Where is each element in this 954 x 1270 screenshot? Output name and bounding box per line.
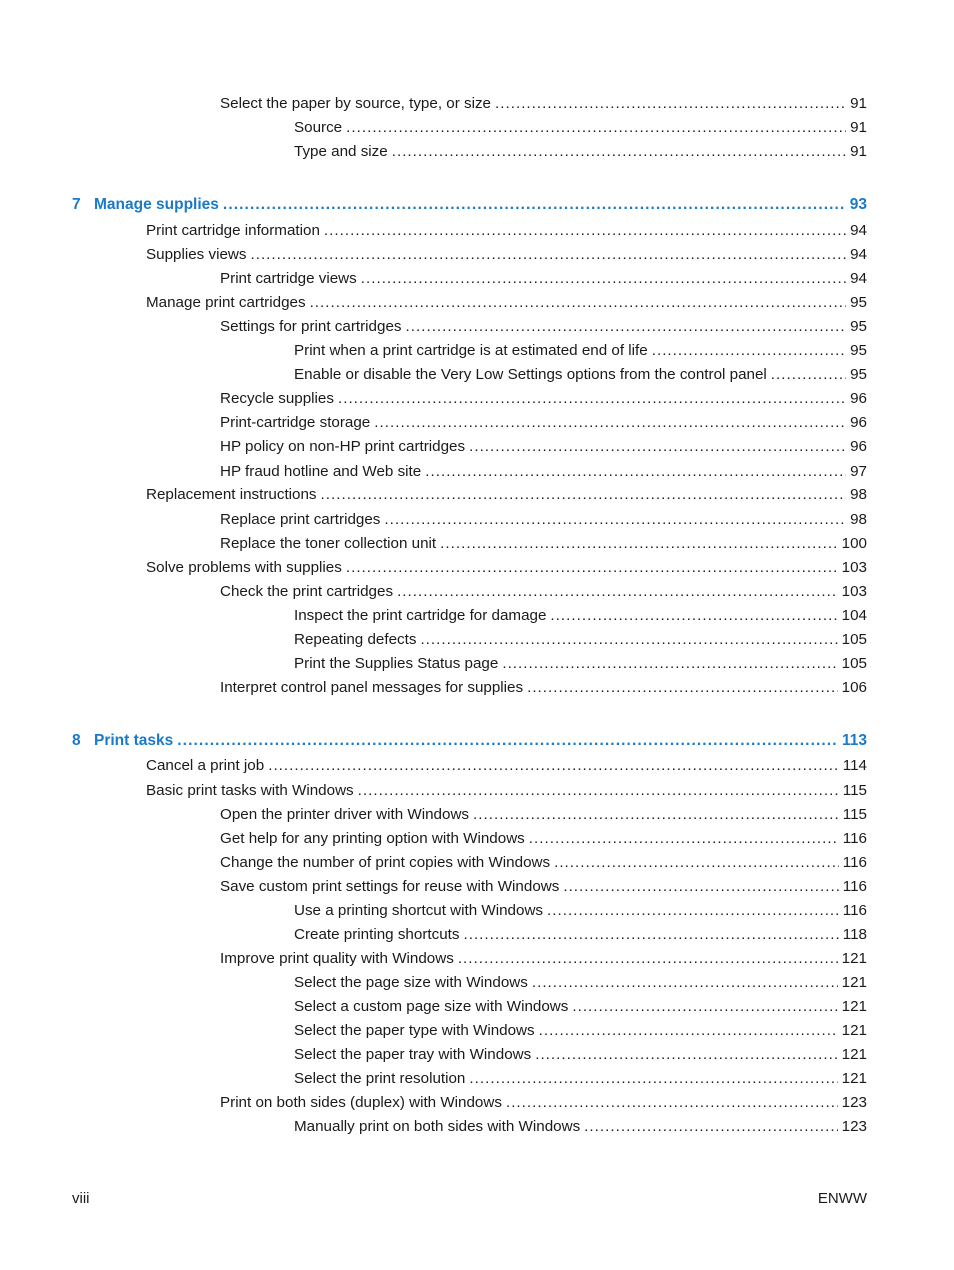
toc-chapter-entry[interactable] [72,194,867,216]
dot-leader [358,780,839,802]
dot-leader [397,581,838,603]
dot-leader [177,730,838,752]
toc-page-number: 95 [850,366,867,383]
toc-entry-title: Repeating defects [294,631,417,648]
toc-page-number: 105 [841,631,867,648]
toc-entry-title: Save custom print settings for reuse with Windows [220,878,560,895]
toc-entry-title: Print cartridge views [220,270,357,287]
dot-leader [440,533,838,555]
dot-leader [463,924,838,946]
dot-leader [495,93,846,115]
toc-entry[interactable] [220,876,867,898]
toc-entry[interactable] [220,533,867,555]
toc-entry-title: Create printing shortcuts [294,926,460,943]
dot-leader [458,948,838,970]
toc-page-number: 123 [841,1094,867,1111]
toc-page-number: 116 [842,854,867,871]
toc-page-number: 98 [850,511,867,528]
toc-page-number: 96 [850,438,867,455]
toc-page-number: 115 [842,782,867,799]
chapter-number: 7 [72,196,81,213]
toc-entry[interactable] [146,292,867,314]
dot-leader [502,653,837,675]
dot-leader [572,996,837,1018]
toc-entry-title: Select the page size with Windows [294,974,528,991]
toc-entry[interactable] [146,244,867,266]
dot-leader [529,828,839,850]
dot-leader [506,1092,838,1114]
dot-leader [223,194,846,216]
toc-entry-title: Improve print quality with Windows [220,950,454,967]
toc-entry[interactable] [294,1116,867,1138]
toc-page-number: 103 [841,559,867,576]
toc-entry-title: HP policy on non-HP print cartridges [220,438,466,455]
toc-entry-title: Cancel a print job [146,757,265,774]
toc-page-number: 121 [841,998,867,1015]
toc-entry-title: Print the Supplies Status page [294,655,499,672]
dot-leader [361,268,846,290]
toc-page-number: 95 [850,342,867,359]
toc-entry-title: Print cartridge information [146,222,320,239]
toc-entry[interactable] [294,364,867,386]
dot-leader [338,388,846,410]
dot-leader [535,1044,837,1066]
toc-entry-title: Basic print tasks with Windows [146,782,354,799]
chapter-label [72,730,173,752]
dot-leader [310,292,847,314]
toc-page-number: 104 [841,607,867,624]
dot-leader [346,117,846,139]
toc-entry[interactable] [294,605,867,627]
toc-entry-title: Inspect the print cartridge for damage [294,607,547,624]
toc-page-number: 116 [842,830,867,847]
toc-entry[interactable] [294,141,867,163]
toc-entry[interactable] [220,852,867,874]
toc-page-number: 118 [842,926,867,943]
toc-entry[interactable] [146,557,867,579]
toc-entry[interactable] [294,340,867,362]
toc-entry[interactable] [294,117,867,139]
toc-page-number: 121 [841,974,867,991]
toc-page-number: 121 [841,950,867,967]
toc-entry[interactable] [146,484,867,506]
toc-page-number: 121 [841,1070,867,1087]
dot-leader [374,412,846,434]
dot-leader [527,677,838,699]
toc-entry-title: Manually print on both sides with Windows [294,1118,581,1135]
toc-page-number: 100 [841,535,867,552]
toc-page-number: 106 [841,679,867,696]
dot-leader [324,220,846,242]
dot-leader [321,484,847,506]
toc-entry-title: HP fraud hotline and Web site [220,463,422,480]
toc-entry-title: Change the number of print copies with Windows [220,854,551,871]
dot-leader [425,461,846,483]
toc-entry-title: Select the paper type with Windows [294,1022,535,1039]
toc-entry-title: Source [294,119,343,136]
dot-leader [473,804,839,826]
toc-page-number: 97 [850,463,867,480]
dot-leader [250,244,846,266]
toc-entry[interactable] [220,828,867,850]
toc-entry[interactable] [220,509,867,531]
dot-leader [469,1068,837,1090]
toc-entry-title: Type and size [294,143,388,160]
toc-entry[interactable] [294,1020,867,1042]
toc-entry-title: Get help for any printing option with Windows [220,830,525,847]
toc-entry[interactable] [220,461,867,483]
toc-page-number: 93 [849,196,867,213]
toc-entry-title: Select the paper by source, type, or size [220,95,491,112]
dot-leader [406,316,847,338]
dot-leader [584,1116,837,1138]
toc-entry[interactable] [294,924,867,946]
footer-page-number: viii [72,1190,90,1207]
toc-entry-title: Recycle supplies [220,390,334,407]
toc-entry[interactable] [220,268,867,290]
toc-page-number: 121 [841,1022,867,1039]
toc-entry[interactable] [220,388,867,410]
dot-leader [532,972,838,994]
toc-entry-title: Print-cartridge storage [220,414,371,431]
toc-entry-title: Open the printer driver with Windows [220,806,470,823]
dot-leader [469,436,846,458]
toc-entry-title: Manage print cartridges [146,294,306,311]
dot-leader [384,509,846,531]
dot-leader [771,364,846,386]
dot-leader [346,557,838,579]
dot-leader [392,141,846,163]
toc-page-number: 91 [850,143,867,160]
toc-page-number: 113 [841,732,867,749]
toc-page-number: 94 [850,246,867,263]
dot-leader [547,900,839,922]
toc-entry[interactable] [294,900,867,922]
dot-leader [550,605,837,627]
toc-entry-title: Replace the toner collection unit [220,535,437,552]
toc-entry-title: Solve problems with supplies [146,559,342,576]
toc-entry[interactable] [294,996,867,1018]
toc-entry[interactable] [220,436,867,458]
toc-entry-title: Print on both sides (duplex) with Windows [220,1094,502,1111]
toc-page-number: 115 [842,806,867,823]
dot-leader [554,852,839,874]
toc-page-number: 103 [841,583,867,600]
dot-leader [539,1020,838,1042]
footer-doc-code: ENWW [817,1190,867,1207]
toc-entry[interactable] [220,581,867,603]
toc-entry-title: Check the print cartridges [220,583,394,600]
toc-entry[interactable] [294,1044,867,1066]
toc-entry-title: Supplies views [146,246,247,263]
dot-leader [268,755,839,777]
toc-entry[interactable] [220,804,867,826]
chapter-title: Print tasks [94,732,174,749]
toc-entry[interactable] [220,1092,867,1114]
toc-entry[interactable] [294,1068,867,1090]
toc-page-number: 116 [842,902,867,919]
toc-entry[interactable] [294,972,867,994]
toc-page-number: 123 [841,1118,867,1135]
toc-page-number: 95 [850,318,867,335]
toc-entry[interactable] [220,316,867,338]
toc-entry[interactable] [294,629,867,651]
dot-leader [563,876,838,898]
toc-page-number: 121 [841,1046,867,1063]
toc-page-number: 96 [850,390,867,407]
toc-entry[interactable] [146,220,867,242]
toc-entry-title: Select a custom page size with Windows [294,998,569,1015]
toc-page-number: 94 [850,270,867,287]
toc-page-number: 95 [850,294,867,311]
toc-entry-title: Print when a print cartridge is at estimated end of life [294,342,648,359]
toc-entry[interactable] [220,93,867,115]
toc-entry[interactable] [294,653,867,675]
toc-entry[interactable] [220,677,867,699]
toc-page-number: 96 [850,414,867,431]
toc-entry-title: Enable or disable the Very Low Settings options from the control panel [294,366,767,383]
toc-entry[interactable] [220,948,867,970]
chapter-title: Manage supplies [94,196,219,213]
toc-entry-title: Interpret control panel messages for supplies [220,679,524,696]
toc-entry[interactable] [146,780,867,802]
toc-entry-title: Use a printing shortcut with Windows [294,902,544,919]
toc-page-number: 105 [841,655,867,672]
chapter-label [72,194,219,216]
toc-page-number: 91 [850,119,867,136]
dot-leader [420,629,837,651]
toc-page-number: 94 [850,222,867,239]
toc-chapter-entry[interactable] [72,730,867,752]
toc-entry-title: Replacement instructions [146,486,317,503]
dot-leader [652,340,846,362]
toc-page-number: 98 [850,486,867,503]
toc-entry-title: Select the print resolution [294,1070,466,1087]
toc-entry-title: Replace print cartridges [220,511,381,528]
toc-entry[interactable] [220,412,867,434]
chapter-number: 8 [72,732,81,749]
toc-page-number: 91 [850,95,867,112]
toc-entry-title: Select the paper tray with Windows [294,1046,532,1063]
toc-entry[interactable] [146,755,867,777]
toc-page-number: 114 [842,757,867,774]
toc-entry-title: Settings for print cartridges [220,318,402,335]
toc-page-number: 116 [842,878,867,895]
